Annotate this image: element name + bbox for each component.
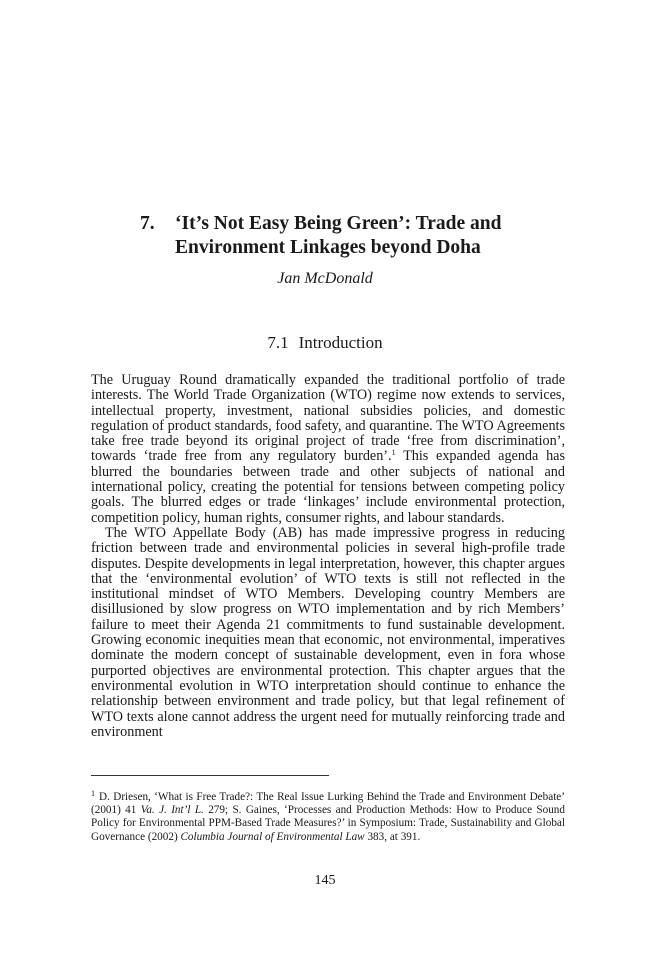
chapter-title-line-2: Environment Linkages beyond Doha (175, 237, 481, 258)
footnote-journal-1: Va. J. Int’l L. (140, 804, 204, 817)
paragraph-1 (91, 373, 565, 526)
footnote-journal-2: Columbia Journal of Environmental Law (180, 830, 365, 843)
footnote (91, 791, 565, 844)
footnote-divider (91, 775, 329, 776)
paragraph-2: The WTO Appellate Body (AB) has made impressive progress in reducing friction between trade and environmental policies in several high-profile trade disputes. Despite developments in legal interpretation, however, this chapter argues that the ‘environmental evolution’ of WTO texts is still not reflected in the institutional mindset of WTO Members. Developing country Members are disillusioned by slow progress on WTO implementation and by rich Members’ failure to meet their Agenda 21 commitments to fund sustainable development. Growing economic inequities mean that economic, not environmental, imperatives dominate the modern concept of sustainable development, even in fora whose purported objectives are environmental protection. This chapter argues that the environmental evolution in WTO interpretation should continue to enhance the relationship between environment and trade policy, but that legal refinement of WTO texts alone cannot address the urgent need for mutually reinforcing trade and environment (91, 524, 565, 740)
footnote-text-b: 279; S. Gaines, ‘Processes and Production Methods: How to Produce Sound Policy for Environmental PPM-Based Trade Measures?’ in Symposium: Trade, Sustainability and Global Governance (2002) (91, 804, 565, 843)
body-text (91, 373, 565, 740)
paragraph-1-part-b: This expanded agenda has blurred the boundaries between trade and other subjects of national and international policy, creating the potential for tensions between competing policy goals. The blurred edges or trade ‘linkages’ include environmental protection, competition policy, human rights, consumer rights, and labour standards. (91, 448, 565, 526)
author-name: Jan McDonald (277, 270, 373, 287)
footnote-text-a: D. Driesen, ‘What is Free Trade?: The Real Issue Lurking Behind the Trade and Environment Debate’ (2001) 41 (91, 791, 565, 817)
page-number: 145 (314, 873, 336, 888)
footnote-mark: 1 (91, 789, 95, 798)
chapter-title-line-1: ‘It’s Not Easy Being Green’: Trade and (175, 213, 502, 234)
section-number: 7.1 (267, 333, 289, 352)
chapter-number: 7. (140, 213, 155, 234)
paragraph-1-part-a: The Uruguay Round dramatically expanded the traditional portfolio of trade interests. The World Trade Organization (WTO) regime now extends to services, intellectual property, investment, national subsidies policies, and domestic regulation of product standards, food safety, and quarantine. The WTO Agreements take free trade beyond its original project of trade ‘free from discrimination’, towards ‘trade free from any regulatory burden’. (91, 372, 565, 465)
section-heading (0, 333, 650, 353)
footnote-text-c: 383, at 391. (364, 830, 421, 843)
chapter-title (140, 212, 560, 260)
section-title: Introduction (298, 333, 383, 352)
footnote-reference: 1 (391, 448, 396, 458)
